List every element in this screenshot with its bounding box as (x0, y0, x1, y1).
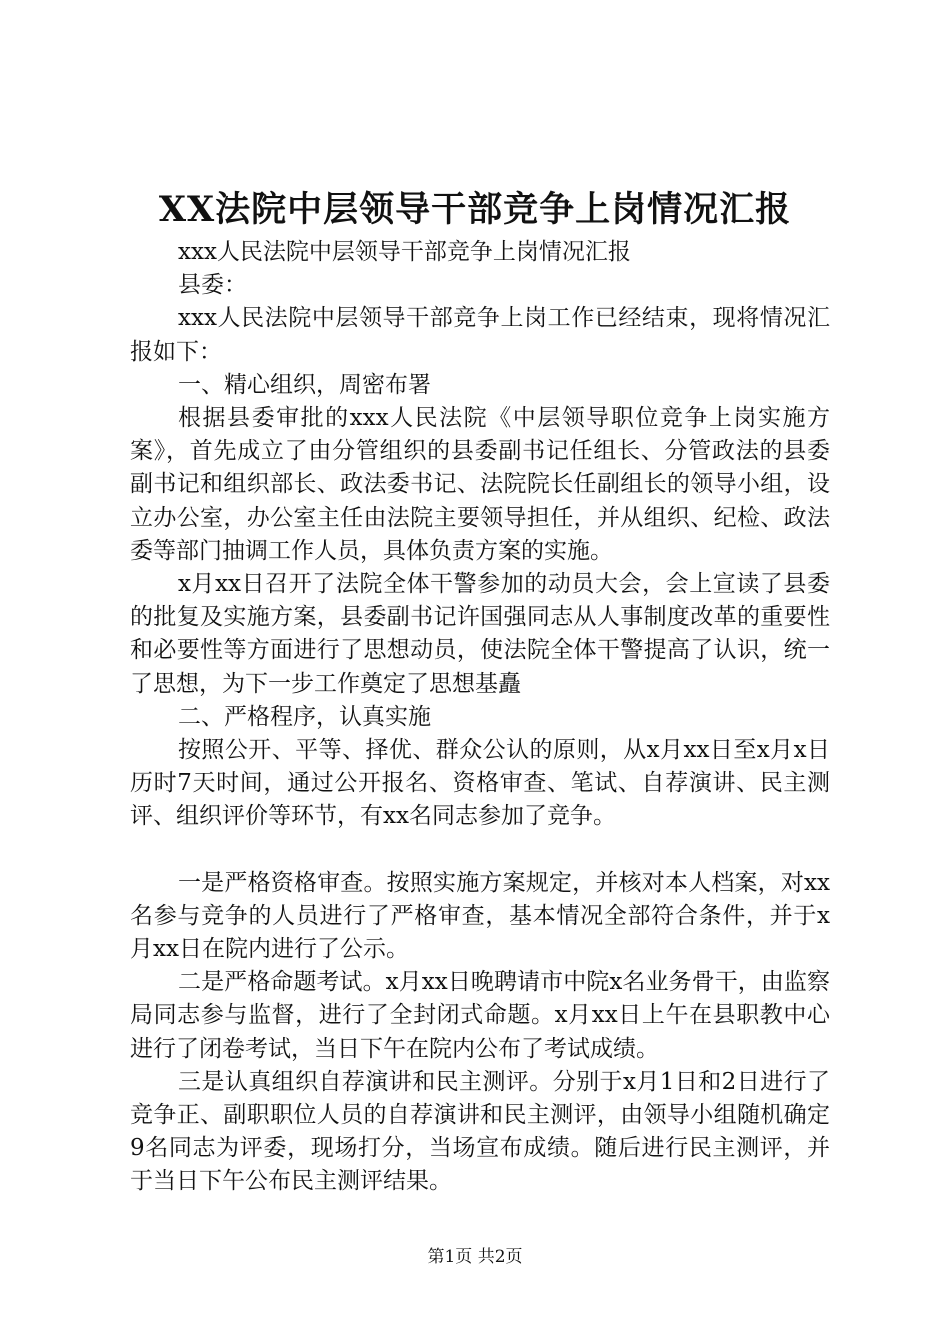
paragraph-qualification-review: 一是严格资格审查。按照实施方案规定，并核对本人档案，对xx名参与竞争的人员进行了严格审查，基本情况全部符合条件，并于x月xx日在院内进行了公示。 (130, 869, 830, 963)
subtitle-line: xxx人民法院中层领导干部竞争上岗情况汇报 (178, 239, 631, 265)
paragraph-exam: 二是严格命题考试。x月xx日晚聘请市中院x名业务骨干，由监察局同志参与监督，进行了全封闭式命题。x月xx日上午在县职教中心进行了闭卷考试，当日下午在院内公布了考试成绩。 (130, 969, 830, 1062)
document-title: XX法院中层领导干部竞争上岗情况汇报 (158, 189, 792, 230)
paragraph-procedure: 按照公开、平等、择优、群众公认的原则，从x月xx日至x月x日历时7天时间，通过公开报名、资格审查、笔试、自荐演讲、民主测评、组织评价等环节，有xx名同志参加了竞争。 (130, 737, 830, 830)
document-body (130, 236, 830, 1199)
paragraph-intro: xxx人民法院中层领导干部竞争上岗工作已经结束，现将情况汇报如下： (130, 305, 830, 365)
salutation: 县委： (178, 272, 247, 299)
section-heading-2: 二、严格程序，认真实施 (178, 703, 431, 730)
paragraph-gap (130, 834, 830, 867)
section-heading-1: 一、精心组织，周密布署 (178, 371, 431, 398)
page-number-footer: 第1页 共2页 (427, 1247, 523, 1267)
paragraph-organization: 根据县委审批的xxx人民法院《中层领导职位竞争上岗实施方案》，首先成立了由分管组织的县委副书记任组长、分管政法的县委副书记和组织部长、政法委书记、法院院长任副组长的领导小组，设立办公室，办公室主任由法院主要领导担任，并从组织、纪检、政法委等部门抽调工作人员，具体负责方案的实施。 (130, 405, 830, 564)
paragraph-speech-evaluation: 三是认真组织自荐演讲和民主测评。分别于x月1日和2日进行了竞争正、副职职位人员的自荐演讲和民主测评，由领导小组随机确定9名同志为评委，现场打分，当场宣布成绩。随后进行民主测评，并于当日下午公布民主测评结果。 (130, 1068, 830, 1195)
paragraph-mobilization: x月xx日召开了法院全体干警参加的动员大会，会上宣读了县委的批复及实施方案，县委副书记许国强同志从人事制度改革的重要性和必要性等方面进行了思想动员，使法院全体干警提高了认识，统一了思想，为下一步工作奠定了思想基矗 (130, 571, 830, 697)
